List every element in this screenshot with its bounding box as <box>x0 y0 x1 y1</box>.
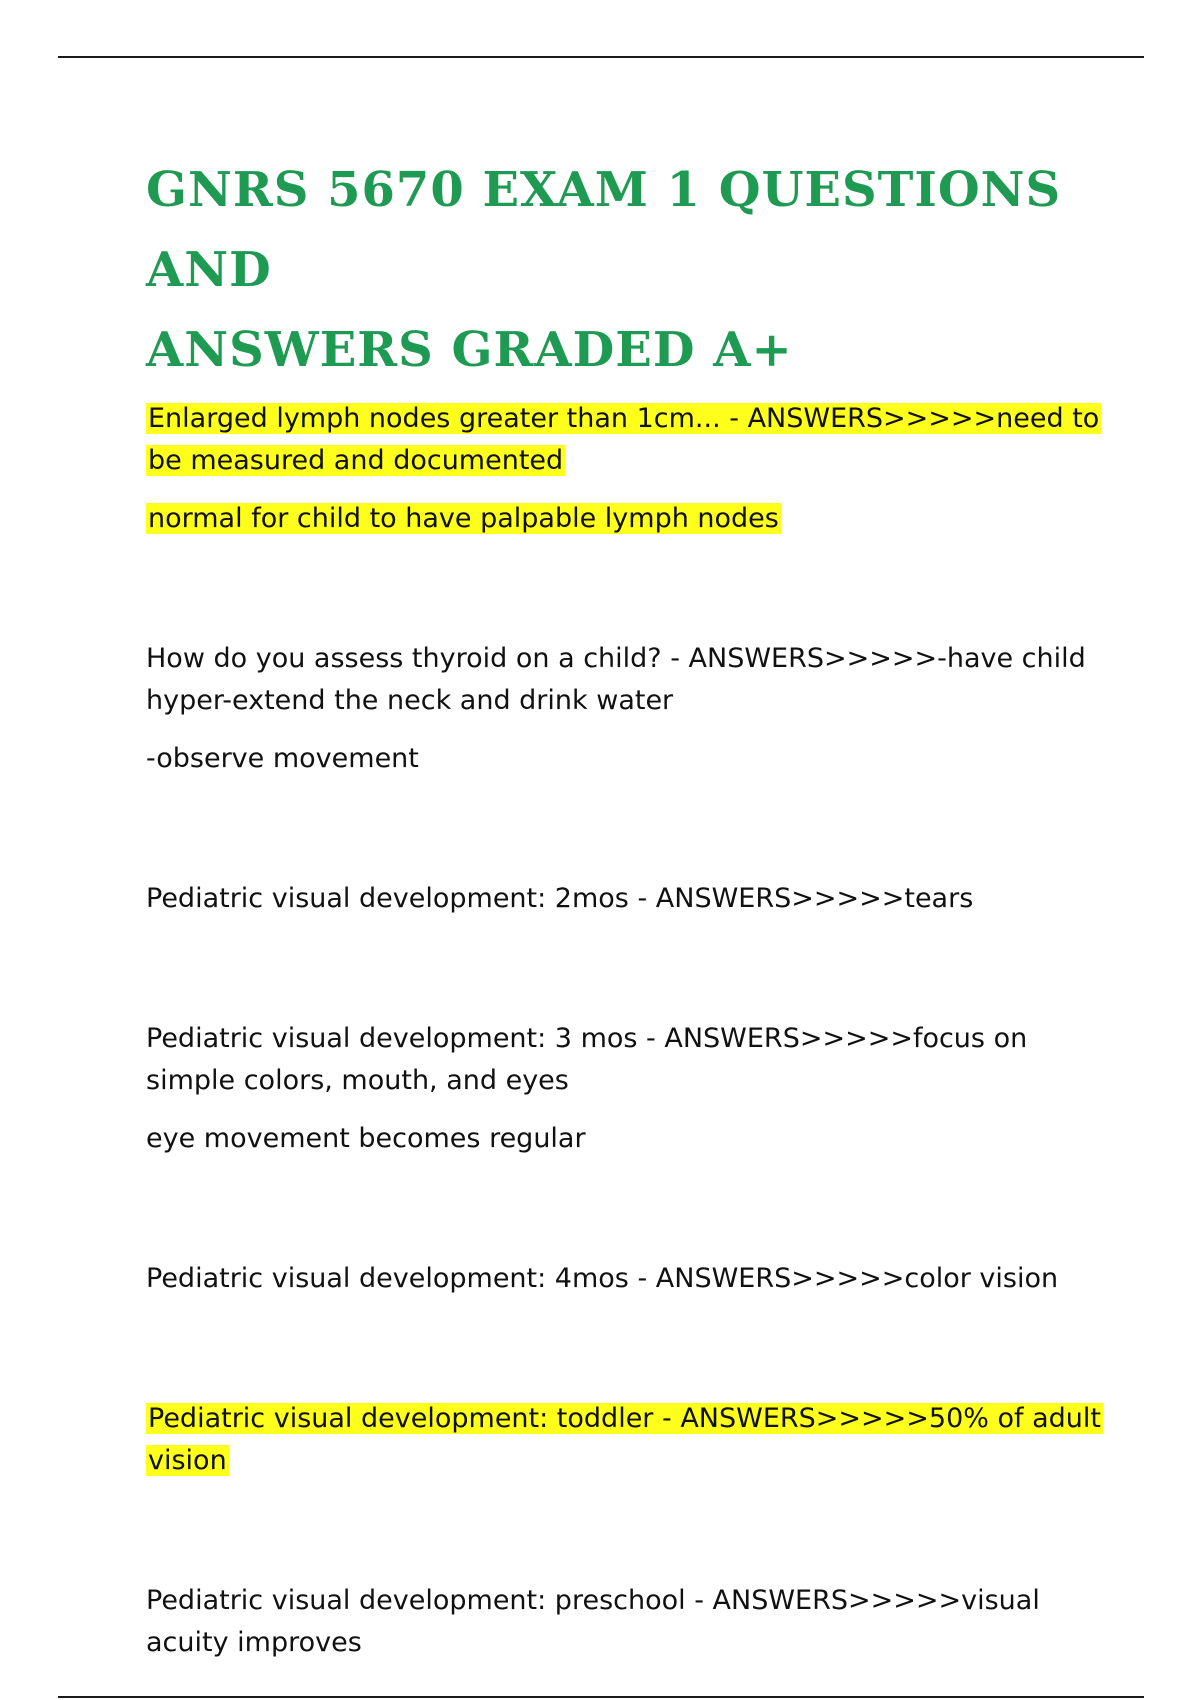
highlighted-text: normal for child to have palpable lymph nodes <box>148 503 779 534</box>
qa-text: Pediatric visual development: 4mos - ANSWERS>>>>>color vision <box>146 1263 1059 1294</box>
qa-text <box>146 1398 1106 1482</box>
document-title <box>146 150 1106 390</box>
qa-extra-text: eye movement becomes regular <box>146 1123 586 1154</box>
qa-text: Pediatric visual development: 2mos - ANSWERS>>>>>tears <box>146 883 974 914</box>
qa-extra-text <box>146 498 1106 540</box>
qa-item-visual-4mos <box>146 1258 1106 1300</box>
document-body <box>146 150 1106 1664</box>
qa-item-visual-3mos <box>146 1018 1106 1160</box>
highlighted-text: Enlarged lymph nodes greater than 1cm... - ANSWERS>>>>>need to be measured and documented <box>148 403 1100 476</box>
qa-text: Pediatric visual development: preschool - ANSWERS>>>>>visual acuity improves <box>146 1585 1040 1658</box>
top-rule <box>58 56 1144 58</box>
qa-item-visual-preschool <box>146 1580 1106 1664</box>
qa-text: How do you assess thyroid on a child? - ANSWERS>>>>>-have child hyper-extend the neck and drink water <box>146 643 1086 716</box>
bottom-rule <box>58 1696 1144 1698</box>
title-line-2: ANSWERS GRADED A+ <box>146 322 793 378</box>
qa-extra-text: -observe movement <box>146 743 419 774</box>
highlighted-text: Pediatric visual development: toddler - ANSWERS>>>>>50% of adult vision <box>148 1403 1101 1476</box>
qa-text: Pediatric visual development: 3 mos - ANSWERS>>>>>focus on simple colors, mouth, and eyes <box>146 1023 1028 1096</box>
title-line-1: GNRS 5670 EXAM 1 QUESTIONS AND <box>146 162 1062 298</box>
qa-item-visual-toddler <box>146 1398 1106 1482</box>
qa-text <box>146 398 1106 482</box>
qa-item-thyroid <box>146 638 1106 780</box>
qa-item-lymph-nodes <box>146 398 1106 540</box>
qa-item-visual-2mos <box>146 878 1106 920</box>
